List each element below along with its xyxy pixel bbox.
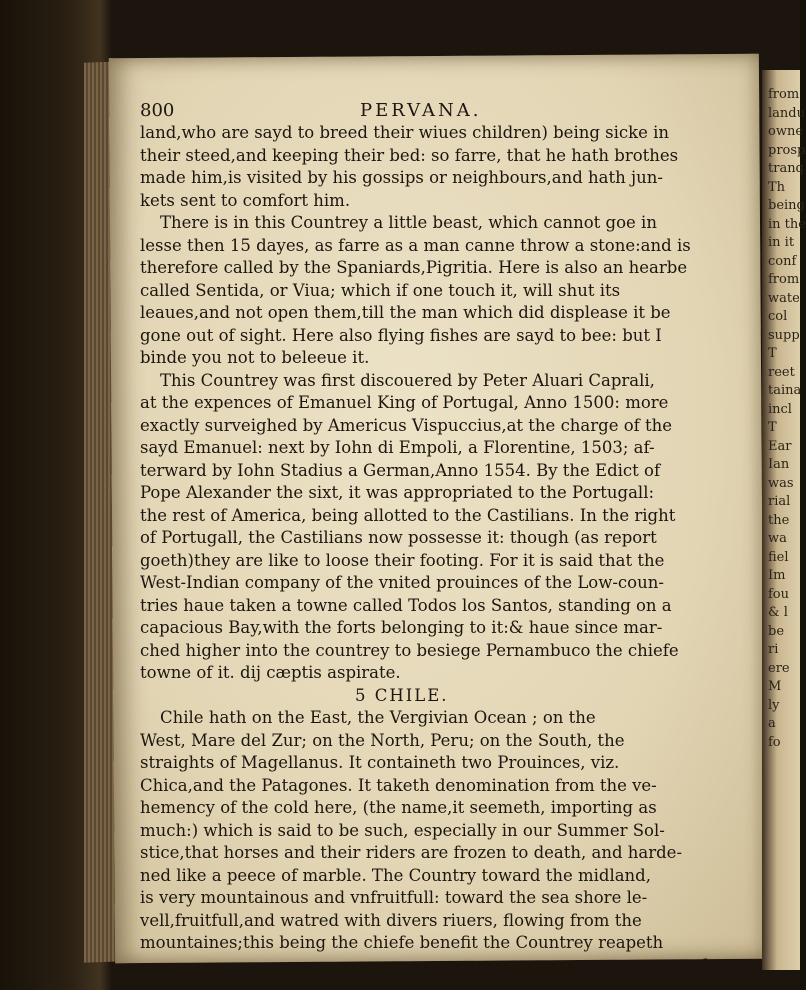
facing-fragment-line: prosp [768,142,806,158]
text-line: stice,that horses and their riders are frozen to death, and harde- [140,843,683,862]
running-head: PERVANA. [360,100,482,121]
text-line: lesse then 15 dayes, as farre as a man canne throw a stone:and is [140,235,691,255]
text-line: capacious Bay,with the forts belonging to it:& haue since mar- [140,618,663,637]
text-line: binde you not to beleeue it. [140,348,370,367]
body-text [140,122,760,977]
facing-fragment-line: rial [768,494,791,509]
text-line: gone out of sight. Here also flying fishes are sayd to bee: but I [140,325,662,345]
text-line: ched higher into the countrey to besiege Pernambuco the chiefe [140,640,679,660]
text-line: kets sent to comfort him. [140,190,351,210]
text-line: hemency of the cold here, (the name,it seemeth, importing as [140,798,657,817]
facing-fragment-line: the [768,512,790,528]
text-line: tries haue taken a towne called Todos los Santos, standing on a [140,595,672,615]
text-line: made him,is visited by his gossips or neighbours,and hath jun- [140,168,663,187]
facing-fragment-line: M [768,679,782,694]
text-line: Chile hath on the East, the Vergivian Ocean ; on the [160,708,596,727]
text-line: is very mountainous and vnfruitfull: toward the sea shore le- [140,888,648,907]
facing-fragment-line: a [768,716,776,731]
page-content [140,100,760,977]
text-line: Pope Alexander the sixt, it was appropriated to the Portugall: [140,483,655,502]
facing-fragment-line: Ian [768,457,790,472]
facing-fragment-line: be [768,623,785,639]
facing-fragment-line: fo [768,734,781,750]
page-header [140,100,760,122]
text-line: exactly surveighed by Americus Vispuccius,at the charge of the [140,415,673,435]
facing-fragment-line: supp [768,327,800,343]
facing-fragment-line: Th [768,179,786,195]
text-line: mountaines;this being the chiefe benefit the Countrey reapeth [140,933,664,952]
text-line: from [700,955,740,975]
text-line: terward by Iohn Stadius a German,Anno 1554. By the Edict of [140,460,661,480]
text-line: much:) which is said to be such, especially in our Summer Sol- [140,820,665,840]
text-line: therefore called by the Spaniards,Pigritia. Here is also an hearbe [140,258,688,277]
facing-fragment-line: tranq [768,161,804,176]
text-line: Chica,and the Patagones. It taketh denomination from the ve- [140,775,657,795]
text-line: at the expences of Emanuel King of Portugal, Anno 1500: more [140,393,669,412]
facing-page-fragment [762,86,806,752]
facing-fragment-line: ri [768,642,779,657]
text-line: land,who are sayd to breed their wiues children) being sicke in [140,123,670,142]
facing-fragment-line: from [768,87,800,102]
facing-fragment-line: ly [768,697,780,713]
facing-fragment-line: & l [768,605,788,620]
facing-fragment-line: in the [768,216,806,232]
facing-fragment-line: landu [768,105,805,121]
facing-fragment-line: fiel [768,549,789,565]
text-line: towne of it. dij cæptis aspirate. [140,663,401,682]
page-number: 800 [140,100,175,121]
section-heading: 5 CHILE. [355,685,449,705]
text-line: There is in this Countrey a little beast, which cannot goe in [160,213,657,232]
facing-fragment-line: taina [768,383,802,398]
facing-fragment-line: being [768,198,805,213]
facing-fragment-line: T [768,346,777,361]
facing-fragment-line: in it [768,235,795,250]
text-line: straights of Magellanus. It containeth two Prouinces, viz. [140,753,620,772]
facing-fragment-line: T [768,420,777,435]
facing-fragment-line: incl [768,401,792,417]
text-line: the rest of America, being allotted to the Castilians. In the right [140,505,676,525]
text-line: This Countrey was first discouered by Peter Aluari Caprali, [160,370,655,390]
text-line: of Portugall, the Castilians now possesse it: though (as report [140,528,657,547]
text-line: West-Indian company of the vnited prouinces of the Low-coun- [140,573,664,592]
facing-fragment-line: fou [768,586,790,602]
facing-fragment-line: owne [768,124,804,139]
facing-fragment-line: Ear [768,438,792,454]
facing-fragment-line: wate [768,290,800,306]
facing-page-edge [762,70,806,970]
facing-fragment-line: Im [768,568,786,583]
facing-fragment-line: conf [768,253,797,269]
facing-fragment-line: was [768,475,794,491]
text-line: sayd Emanuel: next by Iohn di Empoli, a Florentine, 1503; af- [140,438,655,457]
text-line: leaues,and not open them,till the man which did displease it be [140,303,671,322]
text-line: their steed,and keeping their bed: so farre, that he hath brothes [140,145,679,165]
text-line: vell,fruitfull,and watred with divers riuers, flowing from the [140,910,642,930]
facing-fragment-line: wa [768,531,787,546]
facing-fragment-line: ere [768,660,790,676]
facing-fragment-line: reet [768,364,795,380]
text-line: called Sentida, or Viua; which if one touch it, will shut its [140,280,621,300]
facing-fragment-line: from [768,272,800,287]
text-line: ned like a peece of marble. The Country toward the midland, [140,865,651,885]
facing-fragment-line: col [768,309,788,324]
text-line: goeth)they are like to loose their footing. For it is said that the [140,550,665,570]
text-line: West, Mare del Zur; on the North, Peru; on the South, the [140,730,625,750]
